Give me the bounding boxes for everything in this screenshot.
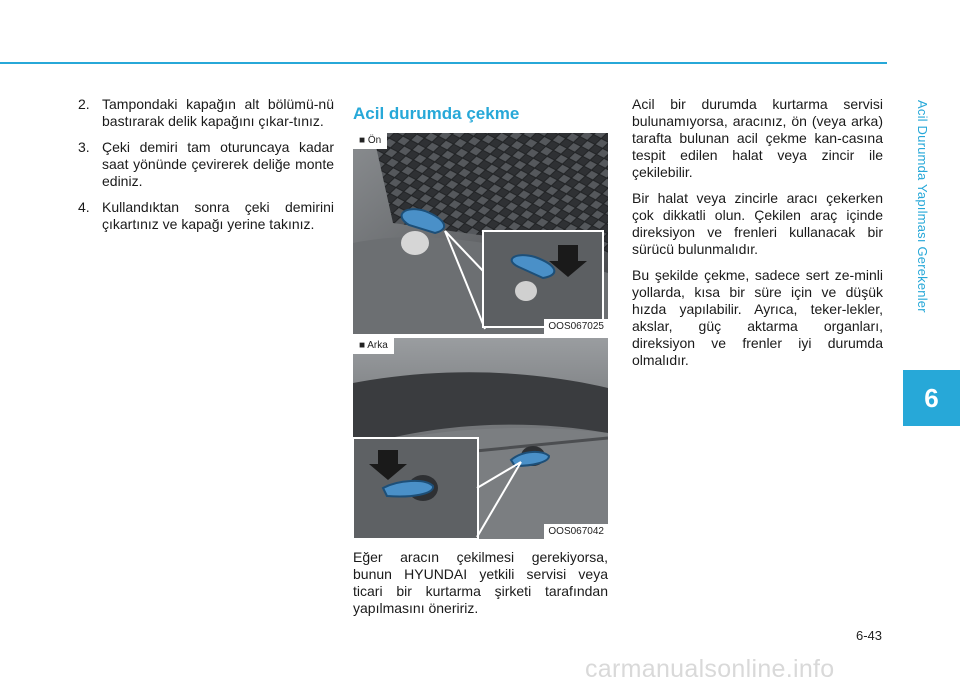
paragraph: Acil bir durumda kurtarma servisi bulunamıyorsa, aracınız, ön (veya arka) tarafta bulunan acil çekme kan-casına tespit edilen halat veya zincir ile çekilebilir. [632, 96, 883, 180]
section-heading: Acil durumda çekme [353, 104, 520, 123]
step-text: Tampondaki kapağın alt bölümü-nü bastırarak delik kapağını çıkar-tınız. [102, 96, 334, 129]
step-item [78, 199, 334, 233]
figure-label: ■ Arka [353, 338, 394, 354]
step-text: Kullandıktan sonra çeki demirini çıkartınız ve kapağı yerine takınız. [102, 199, 334, 232]
step-item [78, 139, 334, 190]
figure-label: ■ Ön [353, 133, 387, 149]
front-tow-hook-figure [353, 133, 608, 334]
paragraph: Bir halat veya zincirle aracı çekerken çok dikkatli olun. Çekilen araç içinde direksiyon ve frenleri kullanacak bir sürücü bulunmalıdır. [632, 190, 883, 257]
towing-recommendation-text: Eğer aracın çekilmesi gerekiyorsa, bunun HYUNDAI yetkili servisi veya ticari bir kurtarma şirketi tarafından yapılmasını öneririz. [353, 549, 608, 616]
page-number: 6-43 [856, 628, 883, 643]
chapter-number: 6 [924, 382, 939, 413]
step-number: 2. [78, 96, 90, 112]
steps-column [78, 96, 334, 242]
figure-code: OOS067025 [544, 319, 608, 334]
step-text: Çeki demiri tam oturuncaya kadar saat yönünde çevirerek deliğe monte ediniz. [102, 139, 334, 189]
figure-code: OOS067042 [544, 524, 608, 539]
step-number: 4. [78, 199, 90, 215]
paragraph: Bu şekilde çekme, sadece sert ze-minli yollarda, kısa bir süre için ve düşük hızda yapılabilir. Ayrıca, teker-lekler, akslar, güç aktarma organları, direksiyon ve frenler iyi durumda olmalıdır. [632, 267, 883, 368]
step-item [78, 96, 334, 130]
front-bumper-illustration [353, 133, 608, 334]
chapter-side-title: Acil Durumda Yapılması Gerekenler [915, 100, 930, 313]
rear-tow-hook-figure [353, 338, 608, 539]
step-number: 3. [78, 139, 90, 155]
chapter-tab [903, 370, 960, 426]
watermark: carmanualsonline.info [585, 655, 835, 683]
rear-bumper-illustration [353, 338, 608, 539]
header-rule [0, 62, 887, 64]
towing-info-column [632, 96, 883, 378]
